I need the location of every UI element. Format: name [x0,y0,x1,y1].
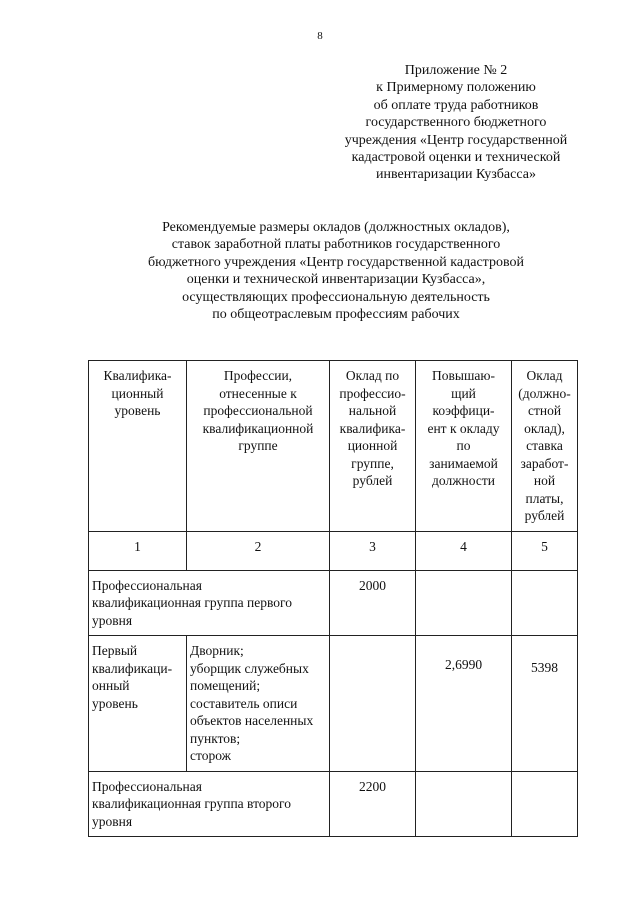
appendix-line: об оплате труда работников [373,97,539,113]
group-row-first-level [89,570,578,636]
appendix-line: государственного бюджетного [365,115,547,131]
qualification-level: Первый квалификаци- онный уровень [89,636,187,772]
column-number: 1 [89,531,187,570]
appendix-line: инвентаризации Кузбасса» [376,167,536,183]
coefficient-value: 2,6990 [416,636,512,772]
empty-cell [512,771,578,837]
salary-table [88,360,578,837]
header-coefficient: Повышаю- щий коэффици- ент к окладу по занимаемой должности [416,361,512,532]
position-salary-value: 5398 [512,636,578,772]
column-number: 4 [416,531,512,570]
column-number: 5 [512,531,578,570]
header-qualification-level: Квалифика- ционный уровень [89,361,187,532]
header-row [89,361,578,532]
empty-cell [416,771,512,837]
empty-cell [416,570,512,636]
header-professions: Профессии, отнесенные к профессиональной квалификационной группе [187,361,330,532]
group-name: Профессиональная квалификационная группа первого уровня [89,570,330,636]
group-name: Профессиональная квалификационная группа второго уровня [89,771,330,837]
group-row-second-level [89,771,578,837]
appendix-line: кадастровой оценки и технической [351,150,561,166]
qualification-level-row [89,636,578,772]
header-group-salary: Оклад по профессио- нальной квалифика- ционной группе, рублей [330,361,416,532]
page-number: 8 [317,30,323,42]
empty-cell [512,570,578,636]
column-number: 2 [187,531,330,570]
column-number: 3 [330,531,416,570]
appendix-line: Приложение № 2 [404,63,508,78]
column-number-row [89,531,578,570]
title-line: осуществляющих профессиональную деятельность [182,289,490,305]
group-salary: 2200 [330,771,416,837]
empty-cell [330,636,416,772]
group-salary: 2000 [330,570,416,636]
appendix-line: учреждения «Центр государственной [344,132,568,148]
document-title [0,219,640,323]
title-line: Рекомендуемые размеры окладов (должностных окладов), [162,220,510,235]
appendix-line: к Примерному положению [376,80,536,96]
title-line: оценки и технической инвентаризации Кузбасса», [186,272,486,288]
header-position-salary: Оклад (должно- стной оклад), ставка заработ- ной платы, рублей [512,361,578,532]
title-line: ставок заработной платы работников государственного [171,237,501,253]
title-line: бюджетного учреждения «Центр государственной кадастровой [148,254,524,270]
title-line: по общеотраслевым профессиям рабочих [212,307,460,323]
appendix-reference [326,62,586,184]
professions-list: Дворник; уборщик служебных помещений; составитель описи объектов населенных пунктов; сторож [187,636,330,772]
